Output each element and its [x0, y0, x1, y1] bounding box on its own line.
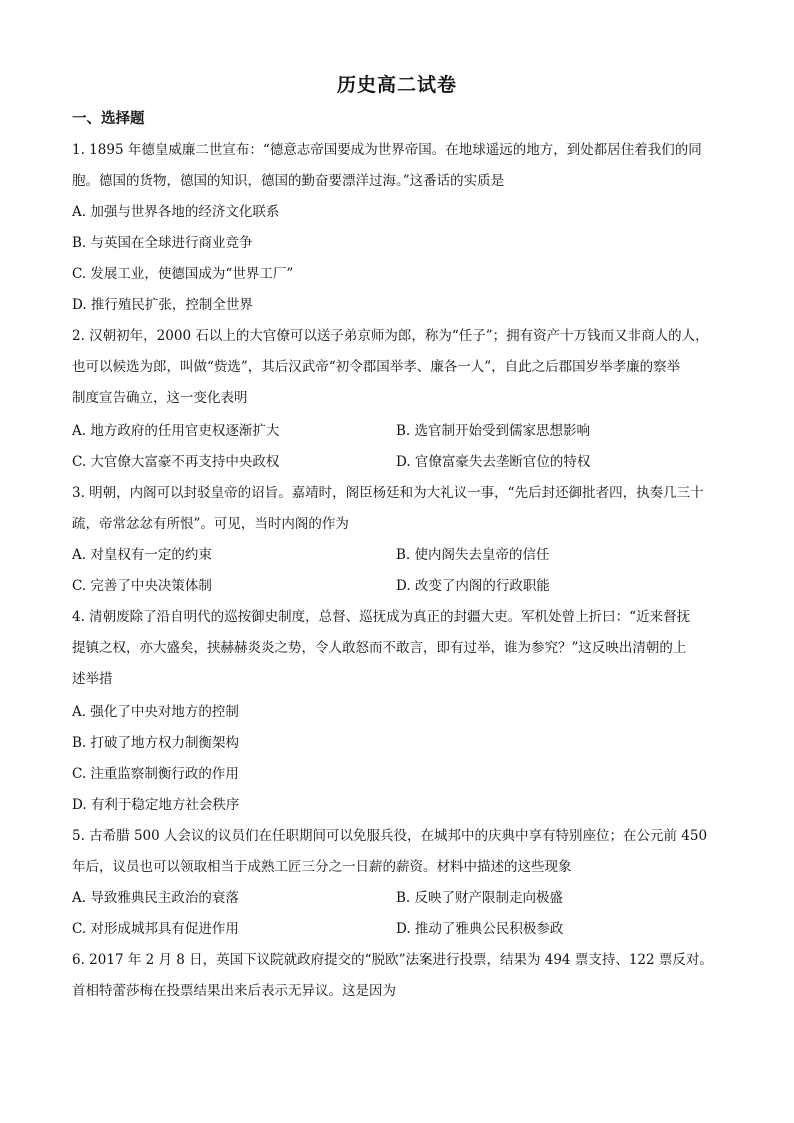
question-1-line-1: 1. 1895 年德皇威廉二世宣布：“德意志帝国要成为世界帝国。在地球遥远的地方，到处都居住着我们的同	[72, 142, 702, 158]
question-1-option-a: A. 加强与世界各地的经济文化联系	[72, 204, 280, 220]
question-2-option-b: B. 选官制开始受到儒家思想影响	[396, 423, 591, 439]
page-title: 历史高二试卷	[336, 74, 457, 96]
question-1-option-d: D. 推行殖民扩张，控制全世界	[72, 297, 253, 313]
question-2-line-2: 也可以候选为郎，叫做“赀选”，其后汉武帝“初令郡国举孝、廉各一人”，自此之后郡国岁举孝廉的察举	[72, 359, 681, 375]
question-5-option-c: C. 对形成城邦具有促进作用	[72, 921, 239, 937]
question-2-option-d: D. 官僚富豪失去垄断官位的特权	[396, 454, 591, 470]
question-4-option-a: A. 强化了中央对地方的控制	[72, 704, 239, 720]
question-3-option-b: B. 使内阁失去皇帝的信任	[396, 547, 550, 563]
question-3-option-d: D. 改变了内阁的行政职能	[396, 578, 550, 594]
question-4-option-d: D. 有利于稳定地方社会秩序	[72, 797, 240, 813]
question-5-line-2: 年后，议员也可以领取相当于成熟工匠三分之一日薪的薪资。材料中描述的这些现象	[72, 859, 572, 875]
question-1-option-c: C. 发展工业，使德国成为“世界工厂”	[72, 266, 294, 282]
question-2-line-1: 2. 汉朝初年，2000 石以上的大官僚可以送子弟京师为郎，称为“任子”；拥有资产十万钱而又非商人的人，	[72, 328, 709, 344]
question-2-option-c: C. 大官僚大富豪不再支持中央政权	[72, 454, 280, 470]
question-5-option-a: A. 导致雅典民主政治的衰落	[72, 890, 239, 906]
question-3-option-c: C. 完善了中央决策体制	[72, 578, 212, 594]
question-2-line-3: 制度宣告确立，这一变化表明	[72, 390, 248, 406]
question-2-option-a: A. 地方政府的任用官吏权逐渐扩大	[72, 423, 280, 439]
question-4-option-b: B. 打破了地方权力制衡架构	[72, 735, 240, 751]
question-5-option-b: B. 反映了财产限制走向极盛	[396, 890, 564, 906]
question-3-option-a: A. 对皇权有一定的约束	[72, 547, 212, 563]
question-4-line-1: 4. 清朝废除了沿自明代的巡按御史制度，总督、巡抚成为真正的封疆大吏。军机处曾上折曰：“近来督抚	[72, 609, 691, 625]
section-heading: 一、选择题	[72, 110, 145, 127]
question-1-option-b: B. 与英国在全球进行商业竞争	[72, 235, 253, 251]
question-5-option-d: D. 推动了雅典公民积极参政	[396, 921, 564, 937]
question-3-line-2: 疏，帝常忿忿有所恨”。可见，当时内阁的作为	[72, 516, 349, 532]
question-4-line-3: 述举措	[72, 671, 113, 687]
question-6-line-1: 6. 2017 年 2 月 8 日，英国下议院就政府提交的“脱欧”法案进行投票，结果为 494 票支持、122 票反对。	[72, 952, 713, 968]
question-3-line-1: 3. 明朝，内阁可以封驳皇帝的诏旨。嘉靖时，阁臣杨廷和为大礼议一事，“先后封还御批者四，执奏几三十	[72, 485, 704, 501]
question-5-line-1: 5. 古希腊 500 人会议的议员们在任职期间可以免服兵役，在城邦中的庆典中享有特别座位；在公元前 450	[72, 828, 708, 844]
question-4-line-2: 提镇之权，亦大盛矣，挟赫赫炎炎之势，令人敢怒而不敢言，即有过举，谁为参究？”这反映出清朝的上	[72, 640, 687, 656]
question-6-line-2: 首相特蕾莎梅在投票结果出来后表示无异议。这是因为	[72, 983, 396, 999]
question-4-option-c: C. 注重监察制衡行政的作用	[72, 766, 239, 782]
question-1-line-2: 胞。德国的货物，德国的知识，德国的勤奋要漂洋过海。”这番话的实质是	[72, 173, 505, 189]
